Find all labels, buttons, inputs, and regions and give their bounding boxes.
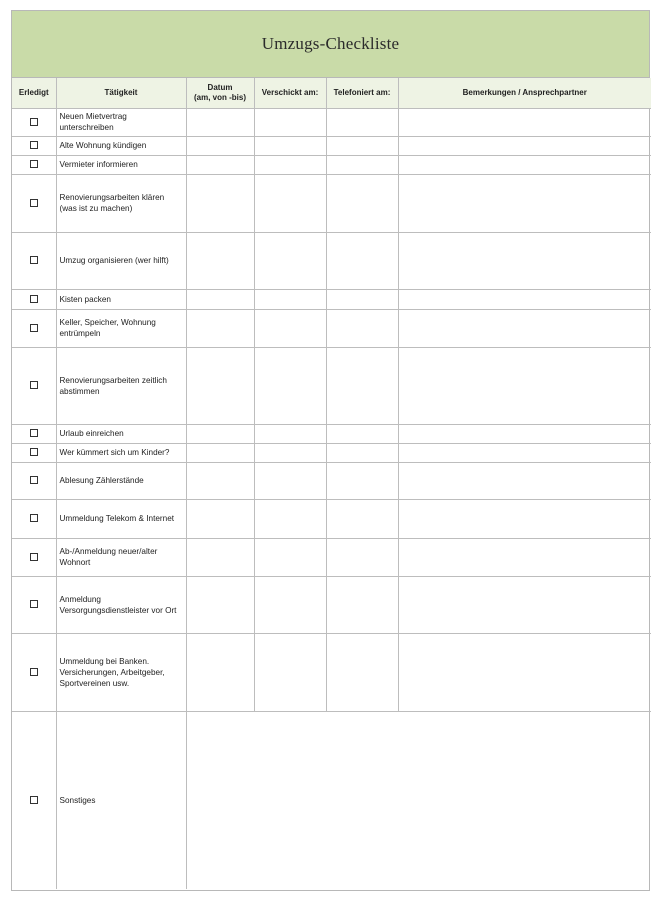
checkbox[interactable] xyxy=(30,796,38,804)
verschickt-cell[interactable] xyxy=(254,174,326,232)
task-cell xyxy=(56,108,186,136)
datum-cell[interactable] xyxy=(186,174,254,232)
table-row xyxy=(12,232,651,289)
checkbox[interactable] xyxy=(30,600,38,608)
bemerkungen-cell[interactable] xyxy=(398,289,651,309)
checkbox-cell xyxy=(12,232,56,289)
table-row xyxy=(12,576,651,633)
telefoniert-cell[interactable] xyxy=(326,576,398,633)
checkbox[interactable] xyxy=(30,160,38,168)
table-row xyxy=(12,499,651,538)
bemerkungen-cell[interactable] xyxy=(398,309,651,347)
checkbox-cell xyxy=(12,136,56,155)
table-row xyxy=(12,443,651,462)
checkbox-cell xyxy=(12,289,56,309)
datum-cell[interactable] xyxy=(186,538,254,576)
checkbox-cell xyxy=(12,174,56,232)
task-cell xyxy=(56,289,186,309)
table-row xyxy=(12,633,651,711)
bemerkungen-cell[interactable] xyxy=(398,108,651,136)
checkbox[interactable] xyxy=(30,381,38,389)
task-line: (was ist zu machen) xyxy=(59,204,133,213)
task-line: Wohnort xyxy=(59,558,91,567)
task-line: Ab-/Anmeldung neuer/alter xyxy=(59,547,158,556)
verschickt-cell[interactable] xyxy=(254,499,326,538)
task-line: Renovierungsarbeiten klären xyxy=(59,193,165,202)
telefoniert-cell[interactable] xyxy=(326,538,398,576)
task-cell xyxy=(56,633,186,711)
bemerkungen-cell[interactable] xyxy=(398,232,651,289)
checkbox-cell xyxy=(12,538,56,576)
datum-cell[interactable] xyxy=(186,633,254,711)
checkbox[interactable] xyxy=(30,429,38,437)
verschickt-cell[interactable] xyxy=(254,538,326,576)
bemerkungen-cell[interactable] xyxy=(398,633,651,711)
datum-cell[interactable] xyxy=(186,136,254,155)
task-cell xyxy=(56,347,186,424)
bemerkungen-cell[interactable] xyxy=(398,174,651,232)
verschickt-cell[interactable] xyxy=(254,424,326,443)
task-cell xyxy=(56,136,186,155)
table-row xyxy=(12,424,651,443)
task-cell xyxy=(56,424,186,443)
header-row xyxy=(12,78,651,108)
bemerkungen-cell[interactable] xyxy=(398,443,651,462)
bemerkungen-cell[interactable] xyxy=(398,499,651,538)
title-bar xyxy=(12,11,649,78)
bemerkungen-cell[interactable] xyxy=(398,155,651,174)
checkbox[interactable] xyxy=(30,141,38,149)
task-line: Kisten packen xyxy=(59,294,111,304)
task-line: Neuen Mietvertrag xyxy=(59,112,127,121)
telefoniert-cell[interactable] xyxy=(326,108,398,136)
verschickt-cell[interactable] xyxy=(254,633,326,711)
verschickt-cell[interactable] xyxy=(254,576,326,633)
checkbox-cell xyxy=(12,499,56,538)
task-cell xyxy=(56,309,186,347)
task-cell xyxy=(56,232,186,289)
bemerkungen-cell[interactable] xyxy=(398,347,651,424)
task-cell xyxy=(56,538,186,576)
telefoniert-cell[interactable] xyxy=(326,347,398,424)
checklist-sheet xyxy=(11,10,650,891)
table-row xyxy=(12,136,651,155)
task-line: unterschreiben xyxy=(59,123,114,132)
verschickt-cell[interactable] xyxy=(254,155,326,174)
checklist-table xyxy=(12,78,651,889)
task-line: Umzug organisieren (wer hilft) xyxy=(59,256,169,265)
task-line: Alte Wohnung kündigen xyxy=(59,141,147,150)
bemerkungen-cell[interactable] xyxy=(398,462,651,499)
verschickt-cell[interactable] xyxy=(254,462,326,499)
checkbox-cell xyxy=(12,711,56,889)
verschickt-cell[interactable] xyxy=(254,443,326,462)
task-line: Keller, Speicher, Wohnung xyxy=(59,318,156,327)
checkbox[interactable] xyxy=(30,199,38,207)
checkbox-cell xyxy=(12,155,56,174)
datum-cell[interactable] xyxy=(186,289,254,309)
table-row xyxy=(12,462,651,499)
telefoniert-cell[interactable] xyxy=(326,289,398,309)
table-row xyxy=(12,108,651,136)
checkbox[interactable] xyxy=(30,256,38,264)
datum-cell[interactable] xyxy=(186,499,254,538)
task-line: Anmeldung xyxy=(59,594,101,604)
table-row xyxy=(12,711,651,889)
telefoniert-cell[interactable] xyxy=(326,424,398,443)
verschickt-cell[interactable] xyxy=(254,108,326,136)
telefoniert-cell[interactable] xyxy=(326,443,398,462)
datum-cell[interactable] xyxy=(186,424,254,443)
checkbox[interactable] xyxy=(30,295,38,303)
task-line: Urlaub einreichen xyxy=(59,429,124,438)
header-telefoniert: Telefoniert am: xyxy=(326,78,398,108)
telefoniert-cell[interactable] xyxy=(326,174,398,232)
task-line: Ablesung Zählerstände xyxy=(59,476,144,485)
task-line: abstimmen xyxy=(59,386,100,396)
task-cell xyxy=(56,155,186,174)
table-row xyxy=(12,289,651,309)
checkbox[interactable] xyxy=(30,668,38,676)
telefoniert-cell[interactable] xyxy=(326,155,398,174)
datum-cell[interactable] xyxy=(186,232,254,289)
task-line: Versorgungsdienstleister vor Ort xyxy=(59,605,177,615)
task-line: Ummeldung Telekom & Internet xyxy=(59,514,175,523)
datum-cell[interactable] xyxy=(186,462,254,499)
header-erledigt: Erledigt xyxy=(12,78,56,108)
verschickt-cell[interactable] xyxy=(254,289,326,309)
checkbox-cell xyxy=(12,462,56,499)
checkbox[interactable] xyxy=(30,514,38,522)
checkbox-cell xyxy=(12,424,56,443)
task-line: Ummeldung bei Banken. xyxy=(59,656,150,666)
task-line: Vermieter informieren xyxy=(59,160,138,169)
checkbox-cell xyxy=(12,108,56,136)
telefoniert-cell[interactable] xyxy=(326,232,398,289)
bemerkungen-cell[interactable] xyxy=(398,576,651,633)
task-cell xyxy=(56,462,186,499)
verschickt-cell[interactable] xyxy=(254,309,326,347)
header-datum xyxy=(186,78,254,108)
telefoniert-cell[interactable] xyxy=(326,633,398,711)
checkbox-cell xyxy=(12,443,56,462)
checkbox-cell xyxy=(12,576,56,633)
task-cell xyxy=(56,576,186,633)
table-row xyxy=(12,538,651,576)
verschickt-cell[interactable] xyxy=(254,347,326,424)
datum-cell[interactable] xyxy=(186,576,254,633)
telefoniert-cell[interactable] xyxy=(326,499,398,538)
task-cell xyxy=(56,499,186,538)
task-line: Sonstiges xyxy=(59,795,96,805)
table-row xyxy=(12,309,651,347)
task-line: entrümpeln xyxy=(59,329,101,338)
bemerkungen-cell[interactable] xyxy=(398,424,651,443)
header-bemerkungen: Bemerkungen / Ansprechpartner xyxy=(398,78,651,108)
checkbox-cell xyxy=(12,309,56,347)
task-cell xyxy=(56,443,186,462)
table-row xyxy=(12,174,651,232)
telefoniert-cell[interactable] xyxy=(326,462,398,499)
bemerkungen-cell[interactable] xyxy=(398,136,651,155)
task-line: Sportvereinen usw. xyxy=(59,678,130,688)
verschickt-cell[interactable] xyxy=(254,136,326,155)
checkbox-cell xyxy=(12,633,56,711)
header-verschickt: Verschickt am: xyxy=(254,78,326,108)
table-row xyxy=(12,155,651,174)
checkbox[interactable] xyxy=(30,553,38,561)
checkbox[interactable] xyxy=(30,324,38,332)
task-cell xyxy=(56,711,186,889)
bemerkungen-cell[interactable] xyxy=(398,538,651,576)
page-title: Umzugs-Checkliste xyxy=(261,34,400,53)
header-datum-label: Datum xyxy=(207,82,233,92)
datum-cell[interactable] xyxy=(186,155,254,174)
checkbox[interactable] xyxy=(30,118,38,126)
checkbox[interactable] xyxy=(30,448,38,456)
verschickt-cell[interactable] xyxy=(254,232,326,289)
task-line: Versicherungen, Arbeitgeber, xyxy=(59,667,165,677)
telefoniert-cell[interactable] xyxy=(326,309,398,347)
task-line: Wer kümmert sich um Kinder? xyxy=(59,448,170,457)
datum-cell[interactable] xyxy=(186,309,254,347)
table-row xyxy=(12,347,651,424)
datum-cell[interactable] xyxy=(186,443,254,462)
checkbox[interactable] xyxy=(30,476,38,484)
sonstiges-notes-cell[interactable] xyxy=(186,711,651,889)
task-line: Renovierungsarbeiten zeitlich xyxy=(59,375,167,385)
datum-cell[interactable] xyxy=(186,347,254,424)
header-datum-sub: (am, von -bis) xyxy=(193,92,246,102)
checkbox-cell xyxy=(12,347,56,424)
header-taetigkeit: Tätigkeit xyxy=(56,78,186,108)
telefoniert-cell[interactable] xyxy=(326,136,398,155)
task-cell xyxy=(56,174,186,232)
datum-cell[interactable] xyxy=(186,108,254,136)
